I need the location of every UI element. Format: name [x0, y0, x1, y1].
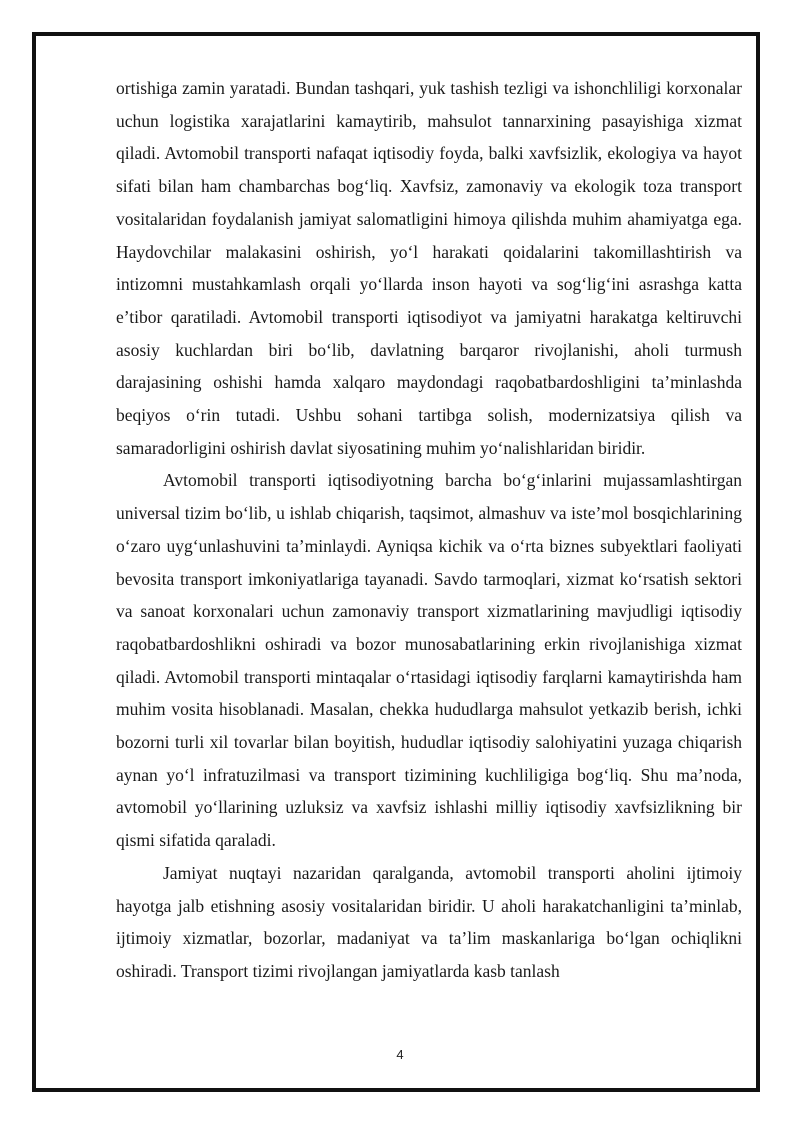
paragraph-1: ortishiga zamin yaratadi. Bundan tashqari, yuk tashish tezligi va ishonchliligi korxonalar uchun logistika xarajatlarini kamaytirib, mahsulot tannarxining pasayishiga xizmat qiladi. Avtomobil transporti nafaqat iqtisodiy foyda, balki xavfsizlik, ekologiya va hayot sifati bilan ham chambarchas bog‘liq. Xavfsiz, zamonaviy va ekologik toza transport vositalaridan foydalanish jamiyat salomatligini himoya qilishda muhim ahamiyatga ega. Haydovchilar malakasini oshirish, yo‘l harakati qoidalarini takomillashtirish va intizomni mustahkamlash orqali yo‘llarda inson hayoti va sog‘lig‘ini asrashga katta e’tibor qaratiladi. Avtomobil transporti iqtisodiyot va jamiyatni harakatga keltiruvchi asosiy kuchlardan biri bo‘lib, davlatning barqaror rivojlanishi, aholi turmush darajasining oshishi hamda xalqaro maydondagi raqobatbardoshligini ta’minlashda beqiyos o‘rin tutadi. Ushbu sohani tartibga solish, modernizatsiya qilish va samaradorligini oshirish davlat siyosatining muhim yo‘nalishlaridan biridir. — [116, 78, 742, 458]
page-number: 4 — [396, 1047, 404, 1062]
body-text — [116, 72, 742, 988]
paragraph-3: Jamiyat nuqtayi nazaridan qaralganda, avtomobil transporti aholini ijtimoiy hayotga jalb etishning asosiy vositalaridan biridir. U aholi harakatchanligini ta’minlab, ijtimoiy xizmatlar, bozorlar, madaniyat va ta’lim maskanlariga bo‘lgan ochiqlikni oshiradi. Transport tizimi rivojlangan jamiyatlarda kasb tanlash — [116, 862, 742, 981]
paragraph-2: Avtomobil transporti iqtisodiyotning barcha bo‘g‘inlarini mujassamlashtirgan universal tizim bo‘lib, u ishlab chiqarish, taqsimot, almashuv va iste’mol bosqichlarining o‘zaro uyg‘unlashuvini ta’minlaydi. Ayniqsa kichik va o‘rta biznes subyektlari faoliyati bevosita transport imkoniyatlariga tayanadi. Savdo tarmoqlari, xizmat ko‘rsatish sektori va sanoat korxonalari uchun zamonaviy transport xizmatlarining mavjudligi iqtisodiy raqobatbardoshlikni oshiradi va bozor munosabatlarining erkin rivojlanishiga xizmat qiladi. Avtomobil transporti mintaqalar o‘rtasidagi iqtisodiy farqlarni kamaytirishda ham muhim vosita hisoblanadi. Masalan, chekka hududlarga mahsulot yetkazib berish, ichki bozorni turli xil tovarlar bilan boyitish, hududlar iqtisodiy salohiyatini yuzaga chiqarish aynan yo‘l infratuzilmasi va transport tizimining kuchliligiga bog‘liq. Shu ma’noda, avtomobil yo‘llarining uzluksiz va xavfsiz ishlashi milliy iqtisodiy xavfsizlikning bir qismi sifatida qaraladi. — [116, 470, 742, 851]
